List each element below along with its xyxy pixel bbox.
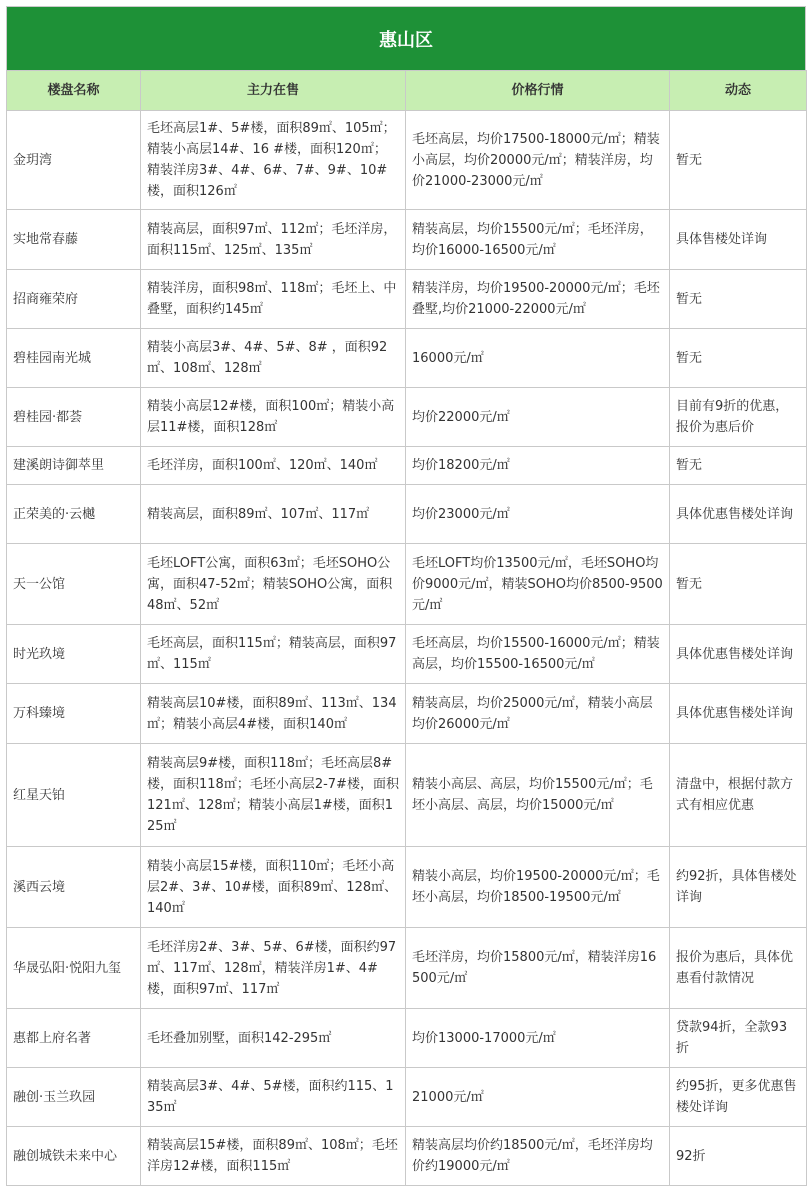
- cell-name: 万科臻境: [7, 684, 141, 744]
- cell-price: 精装高层，均价25000元/㎡，精装小高层均价26000元/㎡: [406, 684, 670, 744]
- table-row: [7, 625, 807, 684]
- cell-price: 毛坯洋房，均价15800元/㎡，精装洋房16500元/㎡: [406, 928, 670, 1009]
- table-row: [7, 1068, 807, 1127]
- cell-price: 均价22000元/㎡: [406, 388, 670, 447]
- cell-sale: 毛坯叠加别墅，面积142-295㎡: [141, 1009, 406, 1068]
- header-row: [7, 71, 807, 111]
- cell-status: 暂无: [670, 270, 807, 329]
- table-row: [7, 485, 807, 544]
- cell-status: 约95折，更多优惠售楼处详询: [670, 1068, 807, 1127]
- cell-sale: 精装高层3#、4#、5#楼，面积约115、135㎡: [141, 1068, 406, 1127]
- cell-price: 精装小高层，均价19500-20000元/㎡；毛坯小高层，均价18500-19500元/㎡: [406, 847, 670, 928]
- header-name: 楼盘名称: [7, 71, 141, 111]
- table-row: [7, 928, 807, 1009]
- cell-sale: 精装高层，面积89㎡、107㎡、117㎡: [141, 485, 406, 544]
- cell-status: 具体优惠售楼处详询: [670, 684, 807, 744]
- cell-price: 精装小高层、高层，均价15500元/㎡；毛坯小高层、高层，均价15000元/㎡: [406, 744, 670, 847]
- cell-name: 碧桂园·都荟: [7, 388, 141, 447]
- cell-status: 目前有9折的优惠，报价为惠后价: [670, 388, 807, 447]
- cell-name: 正荣美的·云樾: [7, 485, 141, 544]
- cell-sale: 毛坯洋房，面积100㎡、120㎡、140㎡: [141, 447, 406, 485]
- cell-name: 惠都上府名著: [7, 1009, 141, 1068]
- cell-sale: 毛坯洋房2#、3#、5#、6#楼，面积约97㎡、117㎡、128㎡，精装洋房1#、4#楼，面积97㎡、117㎡: [141, 928, 406, 1009]
- cell-status: 报价为惠后，具体优惠看付款情况: [670, 928, 807, 1009]
- table-title: 惠山区: [6, 6, 806, 70]
- cell-price: 毛坯高层，均价17500-18000元/㎡；精装小高层，均价20000元/㎡；精装洋房，均价21000-23000元/㎡: [406, 111, 670, 210]
- cell-status: 贷款94折，全款93折: [670, 1009, 807, 1068]
- cell-status: 暂无: [670, 447, 807, 485]
- cell-sale: 毛坯LOFT公寓，面积63㎡；毛坯SOHO公寓，面积47-52㎡；精装SOHO公寓，面积48㎡、52㎡: [141, 544, 406, 625]
- cell-status: 具体售楼处详询: [670, 210, 807, 270]
- table-row: [7, 329, 807, 388]
- table-row: [7, 544, 807, 625]
- cell-price: 毛坯高层，均价15500-16000元/㎡；精装高层，均价15500-16500元/㎡: [406, 625, 670, 684]
- cell-price: 均价23000元/㎡: [406, 485, 670, 544]
- cell-name: 实地常春藤: [7, 210, 141, 270]
- cell-name: 融创·玉兰玖园: [7, 1068, 141, 1127]
- header-sale: 主力在售: [141, 71, 406, 111]
- table-row: [7, 210, 807, 270]
- table-row: [7, 684, 807, 744]
- cell-sale: 精装高层，面积97㎡、112㎡；毛坯洋房，面积115㎡、125㎡、135㎡: [141, 210, 406, 270]
- cell-status: 暂无: [670, 544, 807, 625]
- cell-price: 16000元/㎡: [406, 329, 670, 388]
- price-table: [6, 70, 807, 1186]
- table-row: [7, 744, 807, 847]
- cell-sale: 毛坯高层，面积115㎡；精装高层，面积97㎡、115㎡: [141, 625, 406, 684]
- cell-name: 招商雍荣府: [7, 270, 141, 329]
- cell-status: 约92折，具体售楼处详询: [670, 847, 807, 928]
- table-row: [7, 111, 807, 210]
- cell-name: 建溪朗诗御萃里: [7, 447, 141, 485]
- cell-price: 精装洋房，均价19500-20000元/㎡；毛坯叠墅,均价21000-22000元/㎡: [406, 270, 670, 329]
- price-table-container: [6, 6, 806, 1186]
- table-row: [7, 388, 807, 447]
- cell-status: 暂无: [670, 329, 807, 388]
- cell-name: 红星天铂: [7, 744, 141, 847]
- table-row: [7, 1009, 807, 1068]
- cell-sale: 精装高层15#楼，面积89㎡、108㎡；毛坯洋房12#楼，面积115㎡: [141, 1127, 406, 1186]
- table-row: [7, 447, 807, 485]
- cell-sale: 精装洋房，面积98㎡、118㎡；毛坯上、中叠墅，面积约145㎡: [141, 270, 406, 329]
- cell-name: 时光玖境: [7, 625, 141, 684]
- cell-name: 金玥湾: [7, 111, 141, 210]
- cell-price: 毛坯LOFT均价13500元/㎡，毛坯SOHO均价9000元/㎡，精装SOHO均价8500-9500元/㎡: [406, 544, 670, 625]
- cell-name: 溪西云境: [7, 847, 141, 928]
- table-row: [7, 1127, 807, 1186]
- header-price: 价格行情: [406, 71, 670, 111]
- cell-price: 21000元/㎡: [406, 1068, 670, 1127]
- cell-name: 天一公馆: [7, 544, 141, 625]
- cell-sale: 精装小高层3#、4#、5#、8# ，面积92㎡、108㎡、128㎡: [141, 329, 406, 388]
- cell-sale: 精装高层10#楼，面积89㎡、113㎡、134㎡；精装小高层4#楼，面积140㎡: [141, 684, 406, 744]
- cell-sale: 精装小高层12#楼，面积100㎡；精装小高层11#楼，面积128㎡: [141, 388, 406, 447]
- cell-sale: 精装高层9#楼，面积118㎡；毛坯高层8#楼，面积118㎡；毛坯小高层2-7#楼，面积121㎡、128㎡；精装小高层1#楼，面积125㎡: [141, 744, 406, 847]
- cell-status: 具体优惠售楼处详询: [670, 625, 807, 684]
- cell-price: 均价13000-17000元/㎡: [406, 1009, 670, 1068]
- table-row: [7, 847, 807, 928]
- cell-status: 清盘中，根据付款方式有相应优惠: [670, 744, 807, 847]
- cell-sale: 精装小高层15#楼，面积110㎡；毛坯小高层2#、3#、10#楼，面积89㎡、128㎡、140㎡: [141, 847, 406, 928]
- cell-price: 均价18200元/㎡: [406, 447, 670, 485]
- cell-status: 暂无: [670, 111, 807, 210]
- cell-status: 具体优惠售楼处详询: [670, 485, 807, 544]
- table-row: [7, 270, 807, 329]
- cell-price: 精装高层均价约18500元/㎡，毛坯洋房均价约19000元/㎡: [406, 1127, 670, 1186]
- cell-name: 碧桂园南光城: [7, 329, 141, 388]
- cell-status: 92折: [670, 1127, 807, 1186]
- cell-price: 精装高层，均价15500元/㎡；毛坯洋房，均价16000-16500元/㎡: [406, 210, 670, 270]
- cell-sale: 毛坯高层1#、5#楼，面积89㎡、105㎡；精装小高层14#、16 #楼，面积120㎡；精装洋房3#、4#、6#、7#、9#、10#楼，面积126㎡: [141, 111, 406, 210]
- cell-name: 华晟弘阳·悦阳九玺: [7, 928, 141, 1009]
- cell-name: 融创城铁未来中心: [7, 1127, 141, 1186]
- header-status: 动态: [670, 71, 807, 111]
